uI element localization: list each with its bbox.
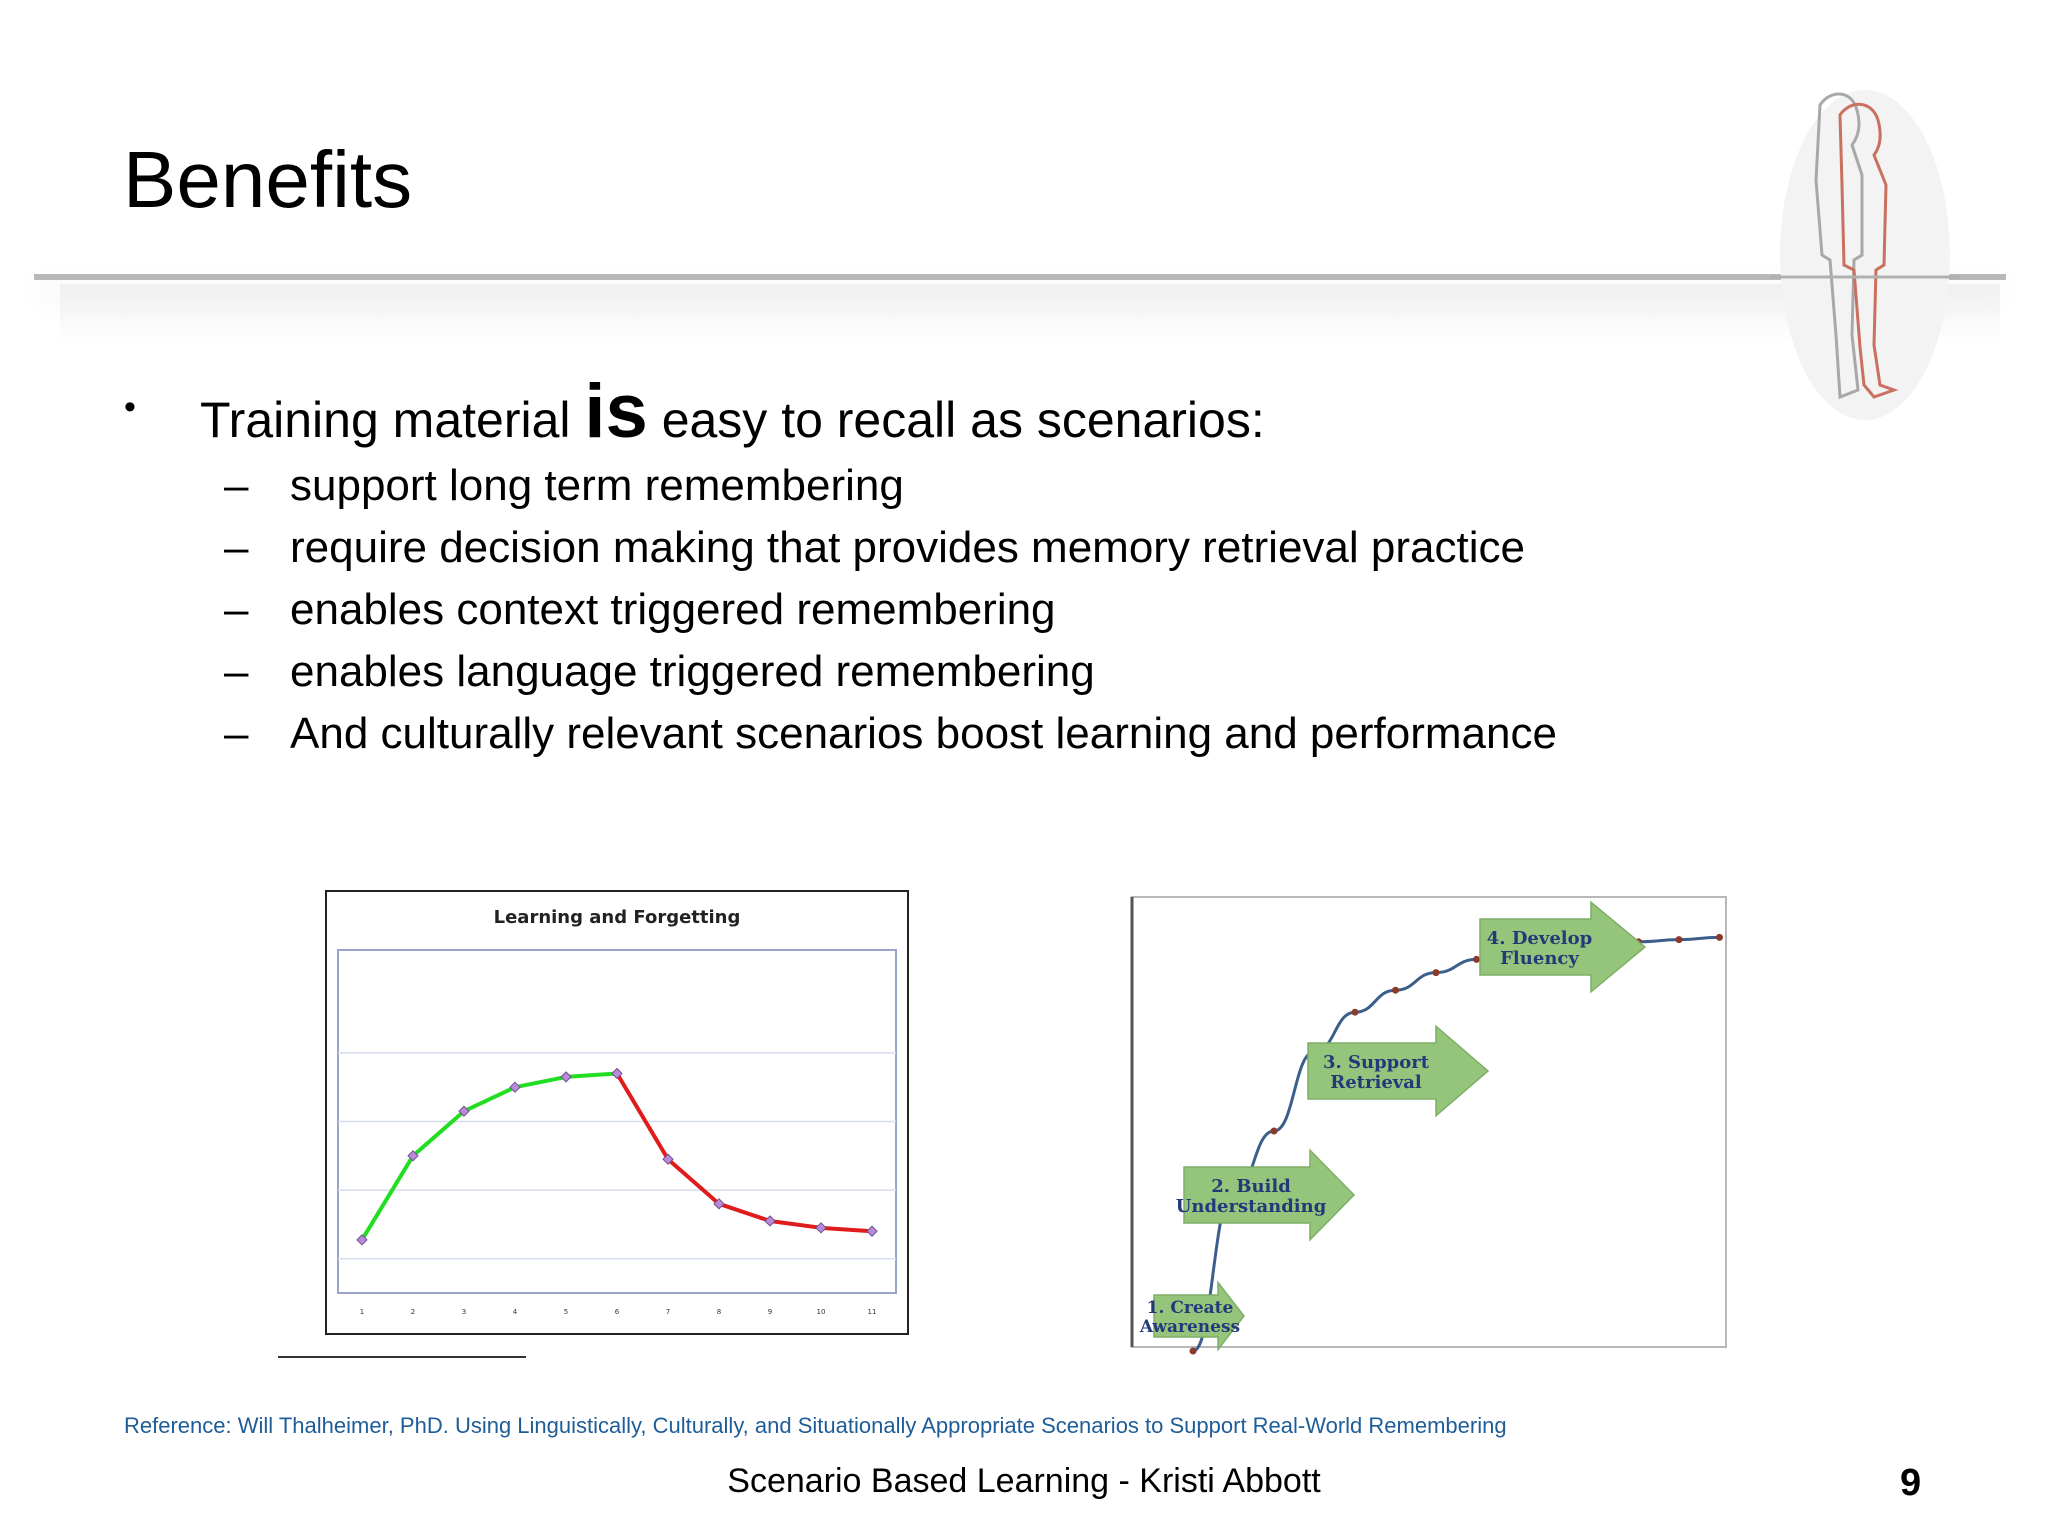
curve-point [1473, 956, 1480, 963]
footer-title: Scenario Based Learning - Kristi Abbott [727, 1462, 1321, 1500]
x-tick-label: 2 [410, 1308, 416, 1316]
dash-marker: – [224, 647, 249, 696]
curve-point [1352, 1009, 1359, 1016]
footnote-rule [278, 1356, 526, 1358]
sub-bullet-text: enables context triggered remembering [290, 585, 1056, 634]
title-divider [34, 274, 2006, 280]
dash-marker: – [224, 523, 249, 572]
x-tick-label: 3 [461, 1308, 467, 1316]
dash-marker: – [224, 585, 249, 634]
curve-point [1271, 1128, 1278, 1135]
x-tick-label: 5 [563, 1308, 569, 1316]
main-bullet-text [200, 369, 1265, 460]
reference-text: Reference: Will Thalheimer, PhD. Using Linguistically, Culturally, and Situationally Appropriate Scenarios to Support Real-World Remembering [124, 1413, 1507, 1438]
bullet-text-emphasis: is [584, 369, 648, 454]
dash-marker: – [224, 709, 249, 758]
curve-point [1190, 1348, 1197, 1355]
slide-title: Benefits [123, 135, 413, 224]
stage-label: 3. Support Retrieval [1322, 1052, 1430, 1093]
curve-point [1392, 987, 1399, 994]
title-divider-shadow [60, 284, 2000, 344]
sub-bullet-text: enables language triggered remembering [290, 647, 1095, 696]
learning-forgetting-chart [325, 890, 909, 1335]
page-number: 9 [1900, 1462, 1922, 1504]
sub-bullet-text: And culturally relevant scenarios boost learning and performance [290, 709, 1557, 758]
x-tick-label: 1 [359, 1308, 365, 1316]
curve-point [1433, 969, 1440, 976]
stage-label: 4. Develop Fluency [1486, 928, 1593, 969]
chart-frame [1132, 897, 1726, 1347]
x-tick-label: 9 [767, 1308, 773, 1316]
x-tick-label: 11 [867, 1308, 877, 1316]
bullet-text-before: Training material [200, 392, 585, 448]
chart-title: Learning and Forgetting [493, 907, 741, 928]
x-tick-label: 8 [716, 1308, 722, 1316]
learning-stages-chart [1130, 895, 1730, 1355]
x-tick-label: 4 [512, 1308, 518, 1316]
person-glow [1780, 90, 1950, 420]
stage-label: 1. Create Awareness [1139, 1298, 1241, 1337]
x-tick-label: 10 [816, 1308, 826, 1316]
bullet-text-after: easy to recall as scenarios: [647, 392, 1265, 448]
curve-point [1676, 936, 1683, 943]
x-tick-label: 6 [614, 1308, 620, 1316]
curve-point [1716, 934, 1723, 941]
sub-bullet-text: require decision making that provides memory retrieval practice [290, 523, 1525, 572]
bullet-dot: • [124, 388, 136, 426]
x-tick-label: 7 [665, 1308, 671, 1316]
person-illustration [1770, 85, 1960, 425]
sub-bullet-text: support long term remembering [290, 461, 904, 510]
stage-label: 2. Build Understanding [1175, 1176, 1327, 1217]
dash-marker: – [224, 461, 249, 510]
